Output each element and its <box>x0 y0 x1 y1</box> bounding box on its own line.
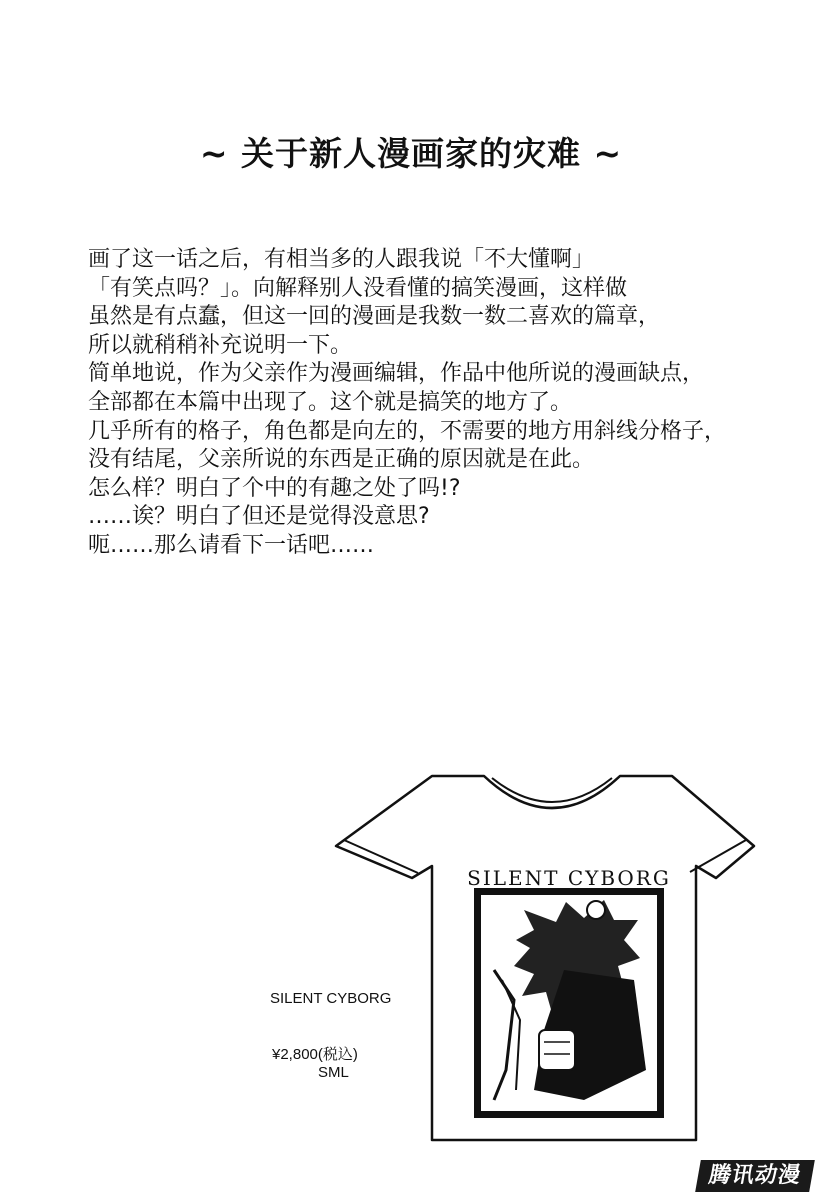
tshirt-illustration <box>334 770 774 1142</box>
page-title: ~ 关于新人漫画家的灾难 ~ <box>199 134 623 173</box>
afterword-text <box>88 246 788 561</box>
text-line: 几乎所有的格子，角色都是向左的，不需要的地方用斜线分格子， <box>88 418 727 444</box>
product-name: SILENT CYBORG <box>270 990 392 1007</box>
text-line: 全部都在本篇中出现了。这个就是搞笑的地方了。 <box>88 389 573 415</box>
text-line: 虽然是有点蠢，但这一回的漫画是我数一数二喜欢的篇章， <box>88 304 661 330</box>
text-line: 简单地说，作为父亲作为漫画编辑，作品中他所说的漫画缺点， <box>88 361 705 387</box>
text-line: 没有结尾，父亲所说的东西是正确的原因就是在此。 <box>88 447 595 473</box>
shirt-print-text: SILENT CYBORG <box>467 866 671 890</box>
text-line: 所以就稍稍补充说明一下。 <box>88 332 353 358</box>
text-line: ……诶？明白了但还是觉得没意思? <box>88 504 430 530</box>
text-line: 怎么样？明白了个中的有趣之处了吗!? <box>88 475 461 501</box>
watermark-logo: 腾讯动漫 <box>695 1160 815 1192</box>
text-line: 画了这一话之后，有相当多的人跟我说「不大懂啊」 <box>88 247 595 272</box>
text-line: 呃……那么请看下一话吧…… <box>88 532 375 558</box>
product-price: ¥2,800(税込) <box>272 1046 358 1063</box>
product-sizes: SML <box>318 1064 349 1081</box>
text-line: 「有笑点吗？」。向解释别人没看懂的搞笑漫画，这样做 <box>88 275 628 301</box>
tshirt-outline <box>334 770 774 1142</box>
